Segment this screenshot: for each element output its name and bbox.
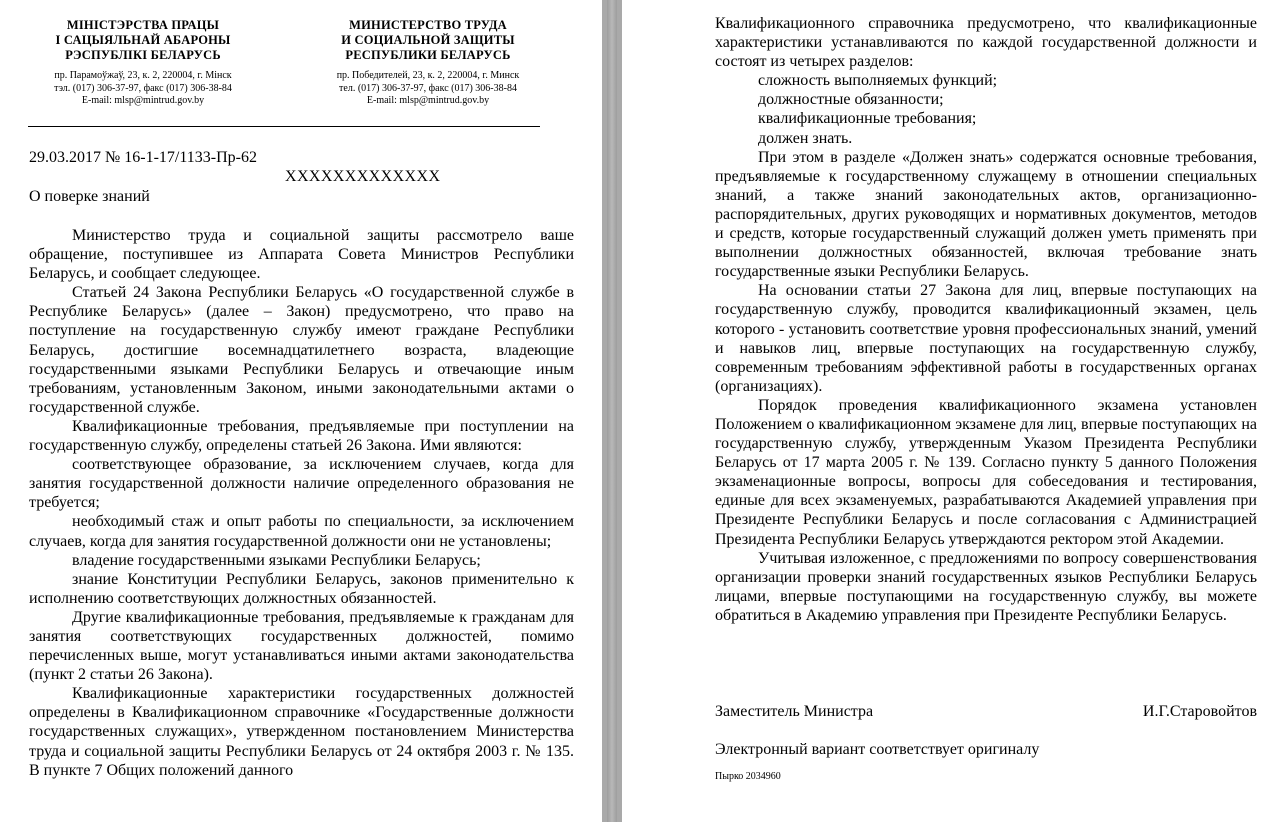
paragraph: Статьей 24 Закона Республики Беларусь «О государственной службе в Республике Беларусь» (далее – Закон) предусмотрено, что право на поступление на государственную службу имеют граждане Республики Беларусь, достигшие восемнадцатилетнего возраста, владеющие государственными языками Республики Беларусь и отвечающие иным требованиям, установленным Законом, иными законодательными актами о государственной службе. bbox=[29, 284, 574, 416]
executor-note: Пырко 2034960 bbox=[715, 771, 781, 782]
org-name-by-line-1: МІНІСТЭРСТВА ПРАЦЫ bbox=[66, 18, 220, 32]
recipient: ХХХХХХХХХХХХХ bbox=[285, 168, 441, 185]
paragraph: При этом в разделе «Должен знать» содержатся основные требования, предъявляемые к государственному служащему в отношении специальных знаний, а также знаний законодательных актов, организационно-распорядительных, других руководящих и нормативных документов, методов и средств, которые государственный служащий должен уметь применять при выполнении должностных обязанностей, включая требование знать государственные языки Республики Беларусь. bbox=[715, 148, 1257, 281]
signatory-position: Заместитель Министра bbox=[715, 703, 874, 720]
letter-reference: 29.03.2017 № 16-1-17/1133-Пр-62 bbox=[29, 149, 257, 166]
paragraph: На основании статьи 27 Закона для лиц, впервые поступающих на государственную службу, проводится квалификационный экзамен, цель которого - установить соответствие уровня профессиональных знаний, умений и навыков лиц, впервые поступающих на государственную службу, современным требованиям эффективной работы в государственных органах (организациях). bbox=[715, 282, 1257, 395]
list-item: сложность выполняемых функций; bbox=[758, 72, 998, 90]
body-text-left bbox=[29, 226, 574, 780]
org-name-ru-line-3: РЕСПУБЛИКИ БЕЛАРУСЬ bbox=[345, 48, 511, 62]
paragraph: Квалификационные характеристики государственных должностей определены в Квалификационном справочнике «Государственные должности государственных служащих», утвержденном постановлением Министерства труда и социальной защиты Республики Беларусь от 24 октября 2003 г. № 135. В пункте 7 Общих положений данного bbox=[29, 685, 574, 779]
paragraph: владение государственными языками Республики Беларусь; bbox=[72, 551, 481, 569]
paragraph: Учитывая изложенное, с предложениями по вопросу совершенствования организации проверки знаний государственных языков Республики Беларусь лицами, впервые поступающими на государственную службу, вы можете обратиться в Академию управления при Президенте Республики Беларусь. bbox=[715, 549, 1257, 624]
signature-block bbox=[715, 703, 1257, 721]
paragraph: Порядок проведения квалификационного экзамена установлен Положением о квалификационном экзамене для лиц, впервые поступающих на государственную службу, утвержденным Указом Президента Республики Беларусь от 17 марта 2005 г. № 139. Согласно пункту 5 данного Положения экзаменационные вопросы, вопросы для собеседования и тестирования, единые для всех экзаменуемых, разрабатываются Академией управления при Президенте Республики Беларусь и после согласования с Администрацией Президента Республики Беларусь утверждаются ректором этой Академии. bbox=[715, 396, 1257, 548]
letterhead-divider bbox=[28, 126, 540, 127]
paragraph: необходимый стаж и опыт работы по специальности, за исключением случаев, когда для занятия государственной должности они не установлены; bbox=[29, 513, 574, 550]
document-page-right bbox=[622, 0, 1280, 822]
phones-ru: тел. (017) 306-37-97, факс (017) 306-38-84 bbox=[339, 82, 517, 94]
org-name-ru-line-1: МИНИСТЕРСТВО ТРУДА bbox=[349, 18, 507, 32]
org-name-by-line-3: РЭСПУБЛІКІ БЕЛАРУСЬ bbox=[65, 48, 221, 62]
page-gap bbox=[602, 0, 622, 822]
document-page-left bbox=[0, 0, 602, 822]
address-by: пр. Парамоўжаў, 23, к. 2, 220004, г. Мінск bbox=[54, 70, 232, 81]
body-text-right bbox=[715, 14, 1257, 625]
phones-by: тэл. (017) 306-37-97, факс (017) 306-38-84 bbox=[54, 82, 232, 94]
paragraph: знание Конституции Республики Беларусь, законов применительно к исполнению соответствующих должностных обязанностей. bbox=[29, 570, 574, 607]
list-item: должен знать. bbox=[758, 129, 853, 147]
org-name-by-line-2: І САЦЫЯЛЬНАЙ АБАРОНЫ bbox=[55, 33, 231, 47]
address-ru: пр. Победителей, 23, к. 2, 220004, г. Минск bbox=[336, 70, 520, 81]
paragraph: соответствующее образование, за исключением случаев, когда для занятия государственной должности наличие определенного образования не требуется; bbox=[29, 456, 574, 512]
email-ru: E-mail: mlsp@mintrud.gov.by bbox=[366, 95, 490, 106]
list-item: должностные обязанности; bbox=[758, 91, 944, 109]
paragraph: Другие квалификационные требования, предъявляемые к гражданам для занятия соответствующих государственных должностей, помимо перечисленных выше, могут устанавливаться иными актами законодательства (пункт 2 статьи 26 Закона). bbox=[29, 608, 574, 684]
paragraph: Министерство труда и социальной защиты рассмотрело ваше обращение, поступившее из Аппарата Совета Министров Республики Беларусь, и сообщает следующее. bbox=[29, 227, 574, 283]
email-by: E-mail: mlsp@mintrud.gov.by bbox=[81, 95, 205, 106]
org-name-ru-line-2: И СОЦИАЛЬНОЙ ЗАЩИТЫ bbox=[341, 33, 515, 47]
list-item: квалификационные требования; bbox=[758, 110, 977, 128]
letterhead-belarusian bbox=[28, 18, 258, 108]
paragraph: Квалификационного справочника предусмотрено, что квалификационные характеристики устанавливаются по каждой государственной должности и состоят из четырех разделов: bbox=[715, 15, 1257, 71]
letterhead-russian bbox=[313, 18, 543, 108]
paragraph: Квалификационные требования, предъявляемые при поступлении на государственную службу, определены статьей 26 Закона. Ими являются: bbox=[29, 417, 574, 455]
electronic-copy-note: Электронный вариант соответствует оригиналу bbox=[715, 741, 1040, 758]
signatory-name: И.Г.Старовойтов bbox=[1142, 703, 1257, 720]
letter-subject: О поверке знаний bbox=[29, 188, 150, 205]
